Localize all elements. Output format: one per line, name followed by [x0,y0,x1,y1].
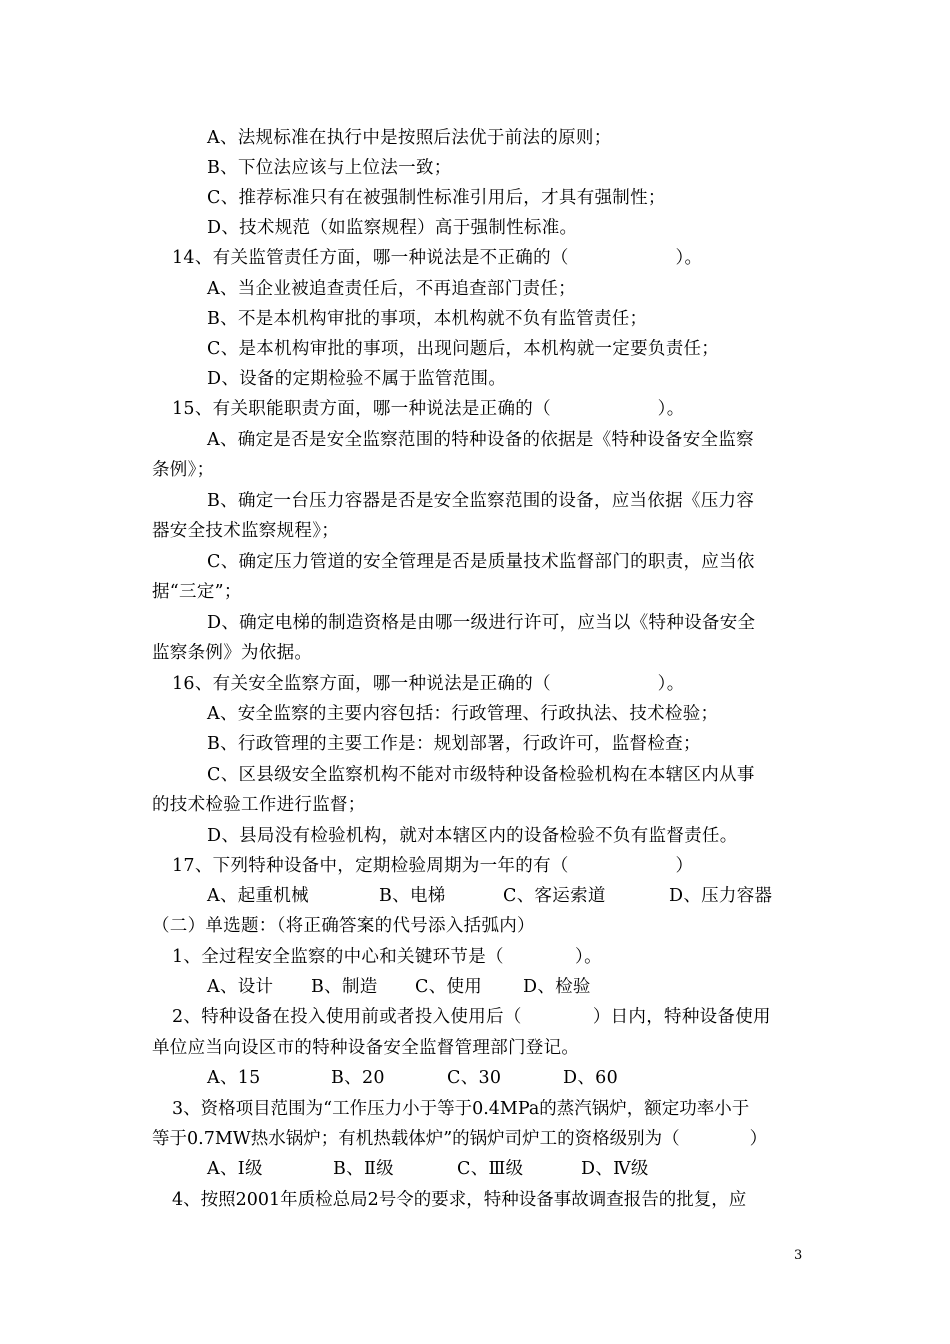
continuation-line: 据“三定”； [152,582,242,602]
option-a: A、15 [207,1068,261,1088]
single-choice-2: 2、特种设备在投入使用前或者投入使用后（ ）日内，特种设备使用 [172,1007,771,1027]
option-d: D、60 [563,1068,618,1088]
option-line: D、县局没有检验机构，就对本辖区内的设备检验不负有监督责任。 [207,826,738,846]
option-d: D、压力容器 [669,886,773,906]
continuation-line: 条例》； [152,460,215,480]
question-14: 14、有关监管责任方面，哪一种说法是不正确的（ ）。 [172,248,703,268]
option-c: C、使用 [415,977,483,997]
option-line: D、技术规范（如监察规程）高于强制性标准。 [207,218,578,238]
question-17: 17、下列特种设备中，定期检验周期为一年的有（ ） [172,856,694,876]
option-b: B、20 [331,1068,385,1088]
question-16: 16、有关安全监察方面，哪一种说法是正确的（ ）。 [172,674,685,694]
option-line: D、设备的定期检验不属于监管范围。 [207,369,507,389]
option-line: A、当企业被追查责任后，不再追查部门责任； [207,279,576,299]
option-c: C、客运索道 [503,886,606,906]
option-c: C、Ⅲ级 [457,1159,524,1179]
option-line: B、确定一台压力容器是否是安全监察范围的设备，应当依据《压力容 [207,491,755,511]
continuation-line: 单位应当向设区市的特种设备安全监督管理部门登记。 [152,1038,580,1058]
option-line: B、不是本机构审批的事项，本机构就不负有监管责任； [207,309,648,329]
single-choice-4: 4、按照2001年质检总局2号令的要求，特种设备事故调查报告的批复，应 [172,1190,747,1210]
option-a: A、Ⅰ级 [207,1159,263,1179]
option-line: B、行政管理的主要工作是：规划部署，行政许可，监督检查； [207,734,701,754]
option-a: A、设计 [207,977,274,997]
option-c: C、30 [447,1068,502,1088]
option-line: D、确定电梯的制造资格是由哪一级进行许可，应当以《特种设备安全 [207,613,756,633]
option-line: C、是本机构审批的事项，出现问题后，本机构就一定要负责任； [207,339,720,359]
continuation-line: 的技术检验工作进行监督； [152,795,366,815]
options-row-q17 [207,885,772,907]
options-row-s2 [207,1067,618,1089]
section-heading: （二）单选题：（将正确答案的代号添入括弧内） [152,916,535,936]
single-choice-1: 1、全过程安全监察的中心和关键环节是（ ）。 [172,947,602,967]
option-d: D、检验 [523,977,591,997]
option-line: C、推荐标准只有在被强制性标准引用后，才具有强制性； [207,188,666,208]
single-choice-3: 3、资格项目范围为“工作压力小于等于0.4MPa的蒸汽锅炉，额定功率小于 [172,1099,750,1119]
option-d: D、Ⅳ级 [581,1159,649,1179]
option-line: A、法规标准在执行中是按照后法优于前法的原则； [207,128,612,148]
option-line: C、区县级安全监察机构不能对市级特种设备检验机构在本辖区内从事 [207,765,755,785]
page-number: 3 [794,1248,803,1263]
option-line: C、确定压力管道的安全管理是否是质量技术监督部门的职责，应当依 [207,552,755,572]
continuation-line: 监察条例》为依据。 [152,643,313,663]
options-row-s1 [207,976,591,998]
question-15: 15、有关职能职责方面，哪一种说法是正确的（ ）。 [172,399,685,419]
option-line: A、确定是否是安全监察范围的特种设备的依据是《特种设备安全监察 [207,430,754,450]
option-line: A、安全监察的主要内容包括：行政管理、行政执法、技术检验； [207,704,719,724]
option-b: B、电梯 [379,886,446,906]
continuation-line: 等于0.7MW热水锅炉；有机热载体炉”的锅炉司炉工的资格级别为（ ） [152,1129,768,1149]
option-b: B、Ⅱ级 [333,1159,394,1179]
option-a: A、起重机械 [207,886,309,906]
options-row-s3 [207,1158,649,1180]
option-line: B、下位法应该与上位法一致； [207,158,452,178]
continuation-line: 器安全技术监察规程》； [152,521,340,541]
option-b: B、制造 [311,977,378,997]
